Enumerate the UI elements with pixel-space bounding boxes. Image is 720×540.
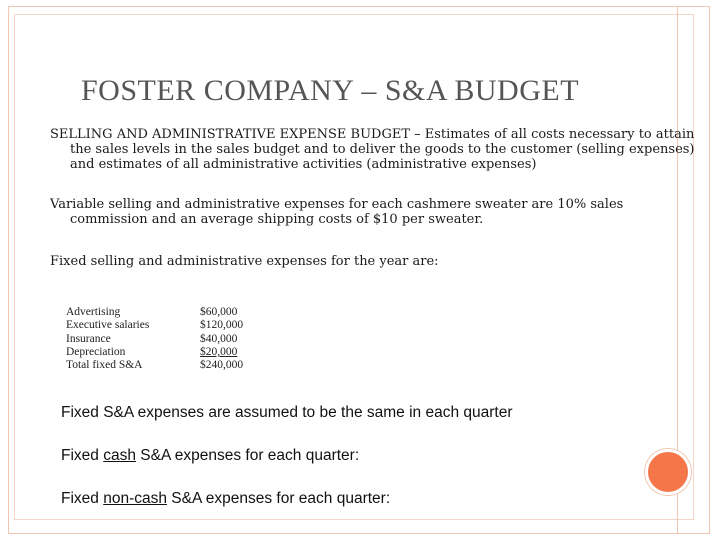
- table-row-total: [66, 359, 243, 372]
- statement-fixed-same-each-quarter: Fixed S&A expenses are assumed to be the same in each quarter: [61, 404, 513, 421]
- statement-underlined: non-cash: [103, 490, 167, 507]
- statement-text: Fixed: [61, 447, 104, 464]
- statement-text: S&A expenses for each quarter:: [135, 447, 360, 464]
- expense-amount: $120,000: [200, 319, 244, 332]
- paragraph-rest: – Estimates of all costs necessary to attain the sales levels in the sales budget and to deliver the goods to the customer (selling expenses) and estimates of all administrative activities (administrative expenses): [70, 127, 695, 172]
- decorative-circle-icon: [645, 449, 691, 495]
- paragraph-fixed-expenses-intro: Fixed selling and administrative expenses for the year are:: [50, 254, 439, 269]
- fixed-expenses-table: [66, 306, 243, 372]
- paragraph-lead: SELLING AND ADMINISTRATIVE EXPENSE BUDGET: [50, 127, 410, 142]
- expense-amount: $40,000: [200, 332, 238, 345]
- expense-label: Total fixed S&A: [66, 359, 143, 372]
- paragraph-sa-budget-definition: [50, 127, 700, 172]
- table-row: [66, 333, 243, 346]
- statement-fixed-cash: [61, 447, 359, 465]
- expense-amount: $240,000: [200, 359, 244, 372]
- expense-label: Advertising: [66, 306, 121, 318]
- expense-label: Insurance: [66, 332, 111, 345]
- table-row: [66, 306, 243, 319]
- expense-amount: $60,000: [200, 306, 238, 318]
- statement-underlined: cash: [103, 447, 136, 464]
- statement-text: Fixed: [61, 490, 104, 507]
- paragraph-variable-expenses: Variable selling and administrative expenses for each cashmere sweater are 10% sales commission and an average shipping costs of $10 per sweater.: [50, 197, 624, 227]
- expense-amount: $20,000: [200, 345, 238, 358]
- expense-label: Depreciation: [66, 345, 126, 358]
- statement-fixed-non-cash: [61, 490, 390, 508]
- expense-label: Executive salaries: [66, 319, 150, 332]
- statement-text: S&A expenses for each quarter:: [166, 490, 391, 507]
- table-row: [66, 346, 243, 359]
- table-row: [66, 319, 243, 332]
- slide-title: FOSTER COMPANY – S&A BUDGET: [81, 74, 580, 107]
